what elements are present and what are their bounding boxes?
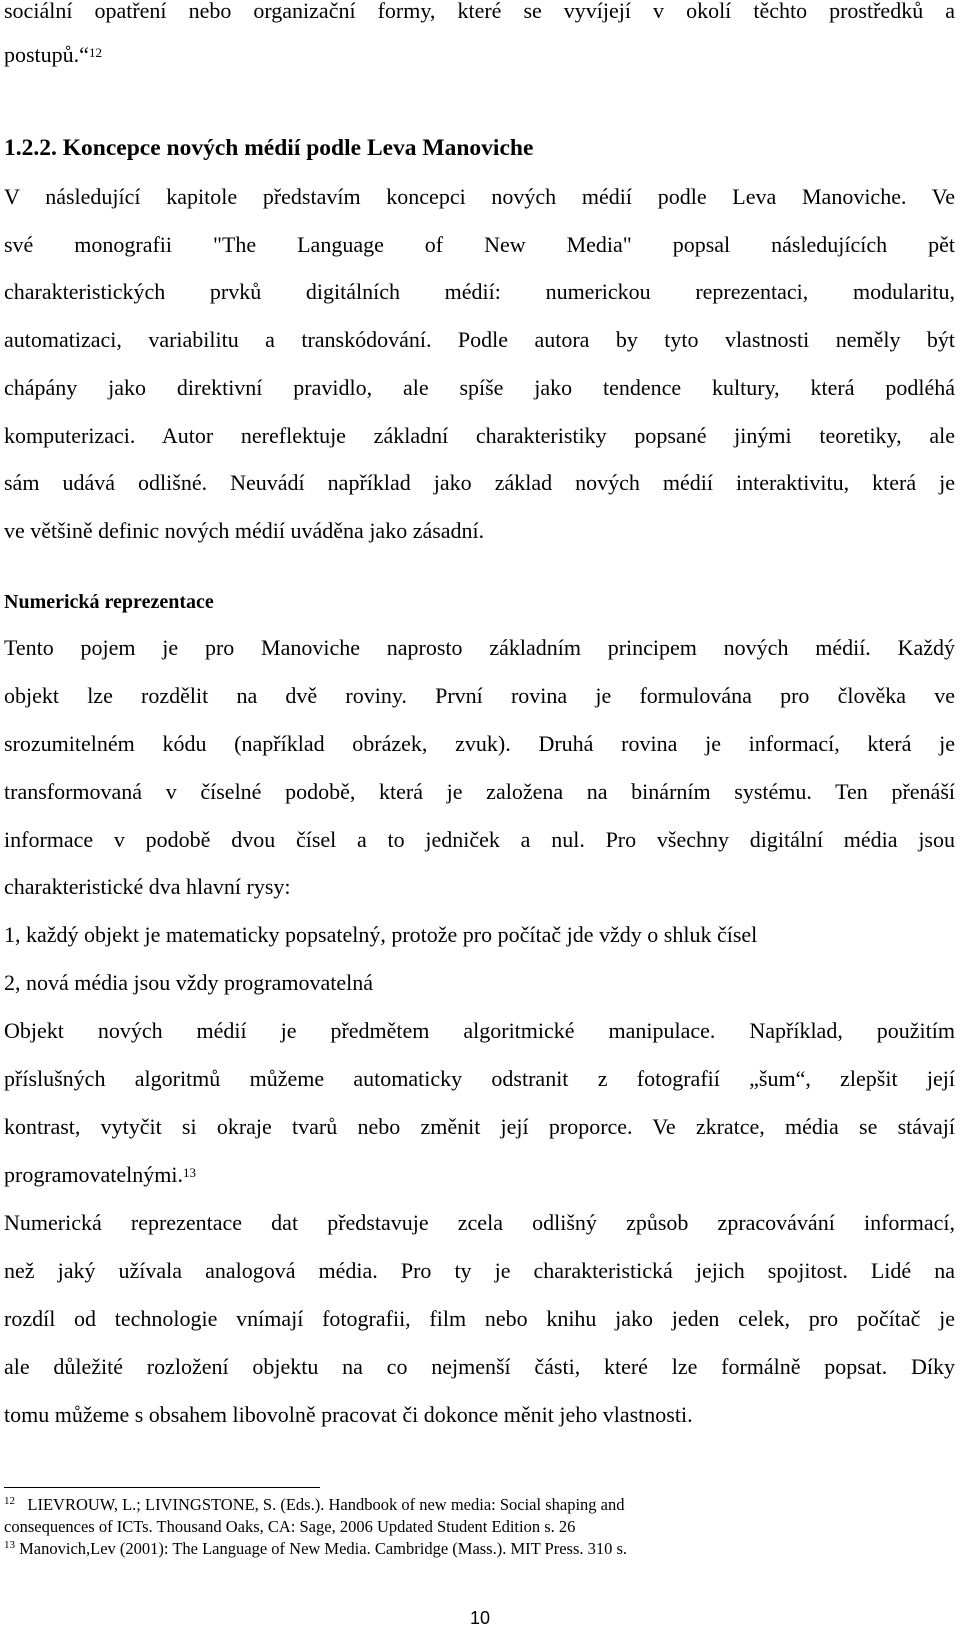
footnote-number: 12 — [4, 1495, 15, 1507]
body-text: postupů.“ — [4, 42, 89, 67]
body-line: informace v podobě dvou čísel a to jedniček a nul. Pro všechny digitální média jsou — [4, 827, 955, 852]
body-text: programovatelnými. — [4, 1162, 184, 1187]
body-line: objekt lze rozdělit na dvě roviny. První rovina je formulována pro člověka ve — [4, 683, 955, 708]
page-number: 10 — [469, 1608, 491, 1628]
body-line: chápány jako direktivní pravidlo, ale spíše jako tendence kultury, která podléhá — [4, 375, 955, 400]
body-line: Tento pojem je pro Manoviche naprosto základním principem nových médií. Každý — [4, 635, 955, 660]
body-line: příslušných algoritmů můžeme automaticky odstranit z fotografií „šum“, zlepšit její — [4, 1066, 955, 1091]
footnote-text: LIEVROUW, L.; LIVINGSTONE, S. (Eds.). Handbook of new media: Social shaping and — [27, 1495, 625, 1514]
body-line: kontrast, vytyčit si okraje tvarů nebo změnit její proporce. Ve zkratce, média se stávají — [4, 1114, 955, 1139]
footnote-separator — [4, 1487, 320, 1488]
body-line: ale důležité rozložení objektu na co nejmenší části, které lze formálně popsat. Díky — [4, 1354, 955, 1379]
subsection-heading: Numerická reprezentace — [4, 591, 214, 613]
body-line: sám udává odlišné. Neuvádí například jako základ nových médií interaktivitu, která je — [4, 470, 955, 495]
body-line — [4, 1161, 955, 1189]
body-line: své monografii "The Language of New Media" popsal následujících pět — [4, 232, 955, 257]
body-line: než jaký užívala analogová média. Pro ty je charakteristická jejich spojitost. Lidé na — [4, 1258, 955, 1283]
list-item: 1, každý objekt je matematicky popsatelný, protože pro počítač jde vždy o shluk čísel — [4, 922, 758, 947]
body-line: automatizaci, variabilitu a transkódování. Podle autora by tyto vlastnosti neměly být — [4, 327, 955, 352]
body-line: sociální opatření nebo organizační formy, které se vyvíjejí v okolí těchto prostředků a — [4, 0, 955, 23]
footnote-text: Manovich,Lev (2001): The Language of New Media. Cambridge (Mass.). MIT Press. 310 s. — [19, 1539, 628, 1558]
body-line: charakteristické dva hlavní rysy: — [4, 874, 291, 899]
body-line: charakteristických prvků digitálních médií: numerickou reprezentaci, modularitu, — [4, 279, 955, 304]
body-line — [4, 41, 955, 69]
footnote-13 — [4, 1539, 955, 1559]
body-line: komputerizaci. Autor nereflektuje základní charakteristiky popsané jinými teoretiky, ale — [4, 423, 955, 448]
footnote-ref-13: 13 — [183, 1165, 197, 1180]
footnote-12 — [4, 1495, 955, 1515]
body-line: Numerická reprezentace dat představuje zcela odlišný způsob zpracovávání informací, — [4, 1210, 955, 1235]
body-line: Objekt nových médií je předmětem algoritmické manipulace. Například, použitím — [4, 1018, 955, 1043]
body-line: transformovaná v číselné podobě, která je založena na binárním systému. Ten přenáší — [4, 779, 955, 804]
body-line: V následující kapitole představím koncepci nových médií podle Leva Manoviche. Ve — [4, 184, 955, 209]
body-line: ve většině definic nových médií uváděna jako zásadní. — [4, 518, 485, 543]
body-line: tomu můžeme s obsahem libovolně pracovat či dokonce měnit jeho vlastnosti. — [4, 1402, 693, 1427]
section-heading: 1.2.2. Koncepce nových médií podle Leva Manoviche — [4, 135, 534, 161]
footnote-number: 13 — [4, 1539, 15, 1551]
body-line: srozumitelném kódu (například obrázek, zvuk). Druhá rovina je informací, která je — [4, 731, 955, 756]
body-line: rozdíl od technologie vnímají fotografii, film nebo knihu jako jeden celek, pro počítač je — [4, 1306, 955, 1331]
footnote-ref-12: 12 — [88, 45, 102, 60]
footnote-12-continued: consequences of ICTs. Thousand Oaks, CA: Sage, 2006 Updated Student Edition s. 26 — [4, 1517, 576, 1536]
list-item: 2, nová média jsou vždy programovatelná — [4, 970, 374, 995]
